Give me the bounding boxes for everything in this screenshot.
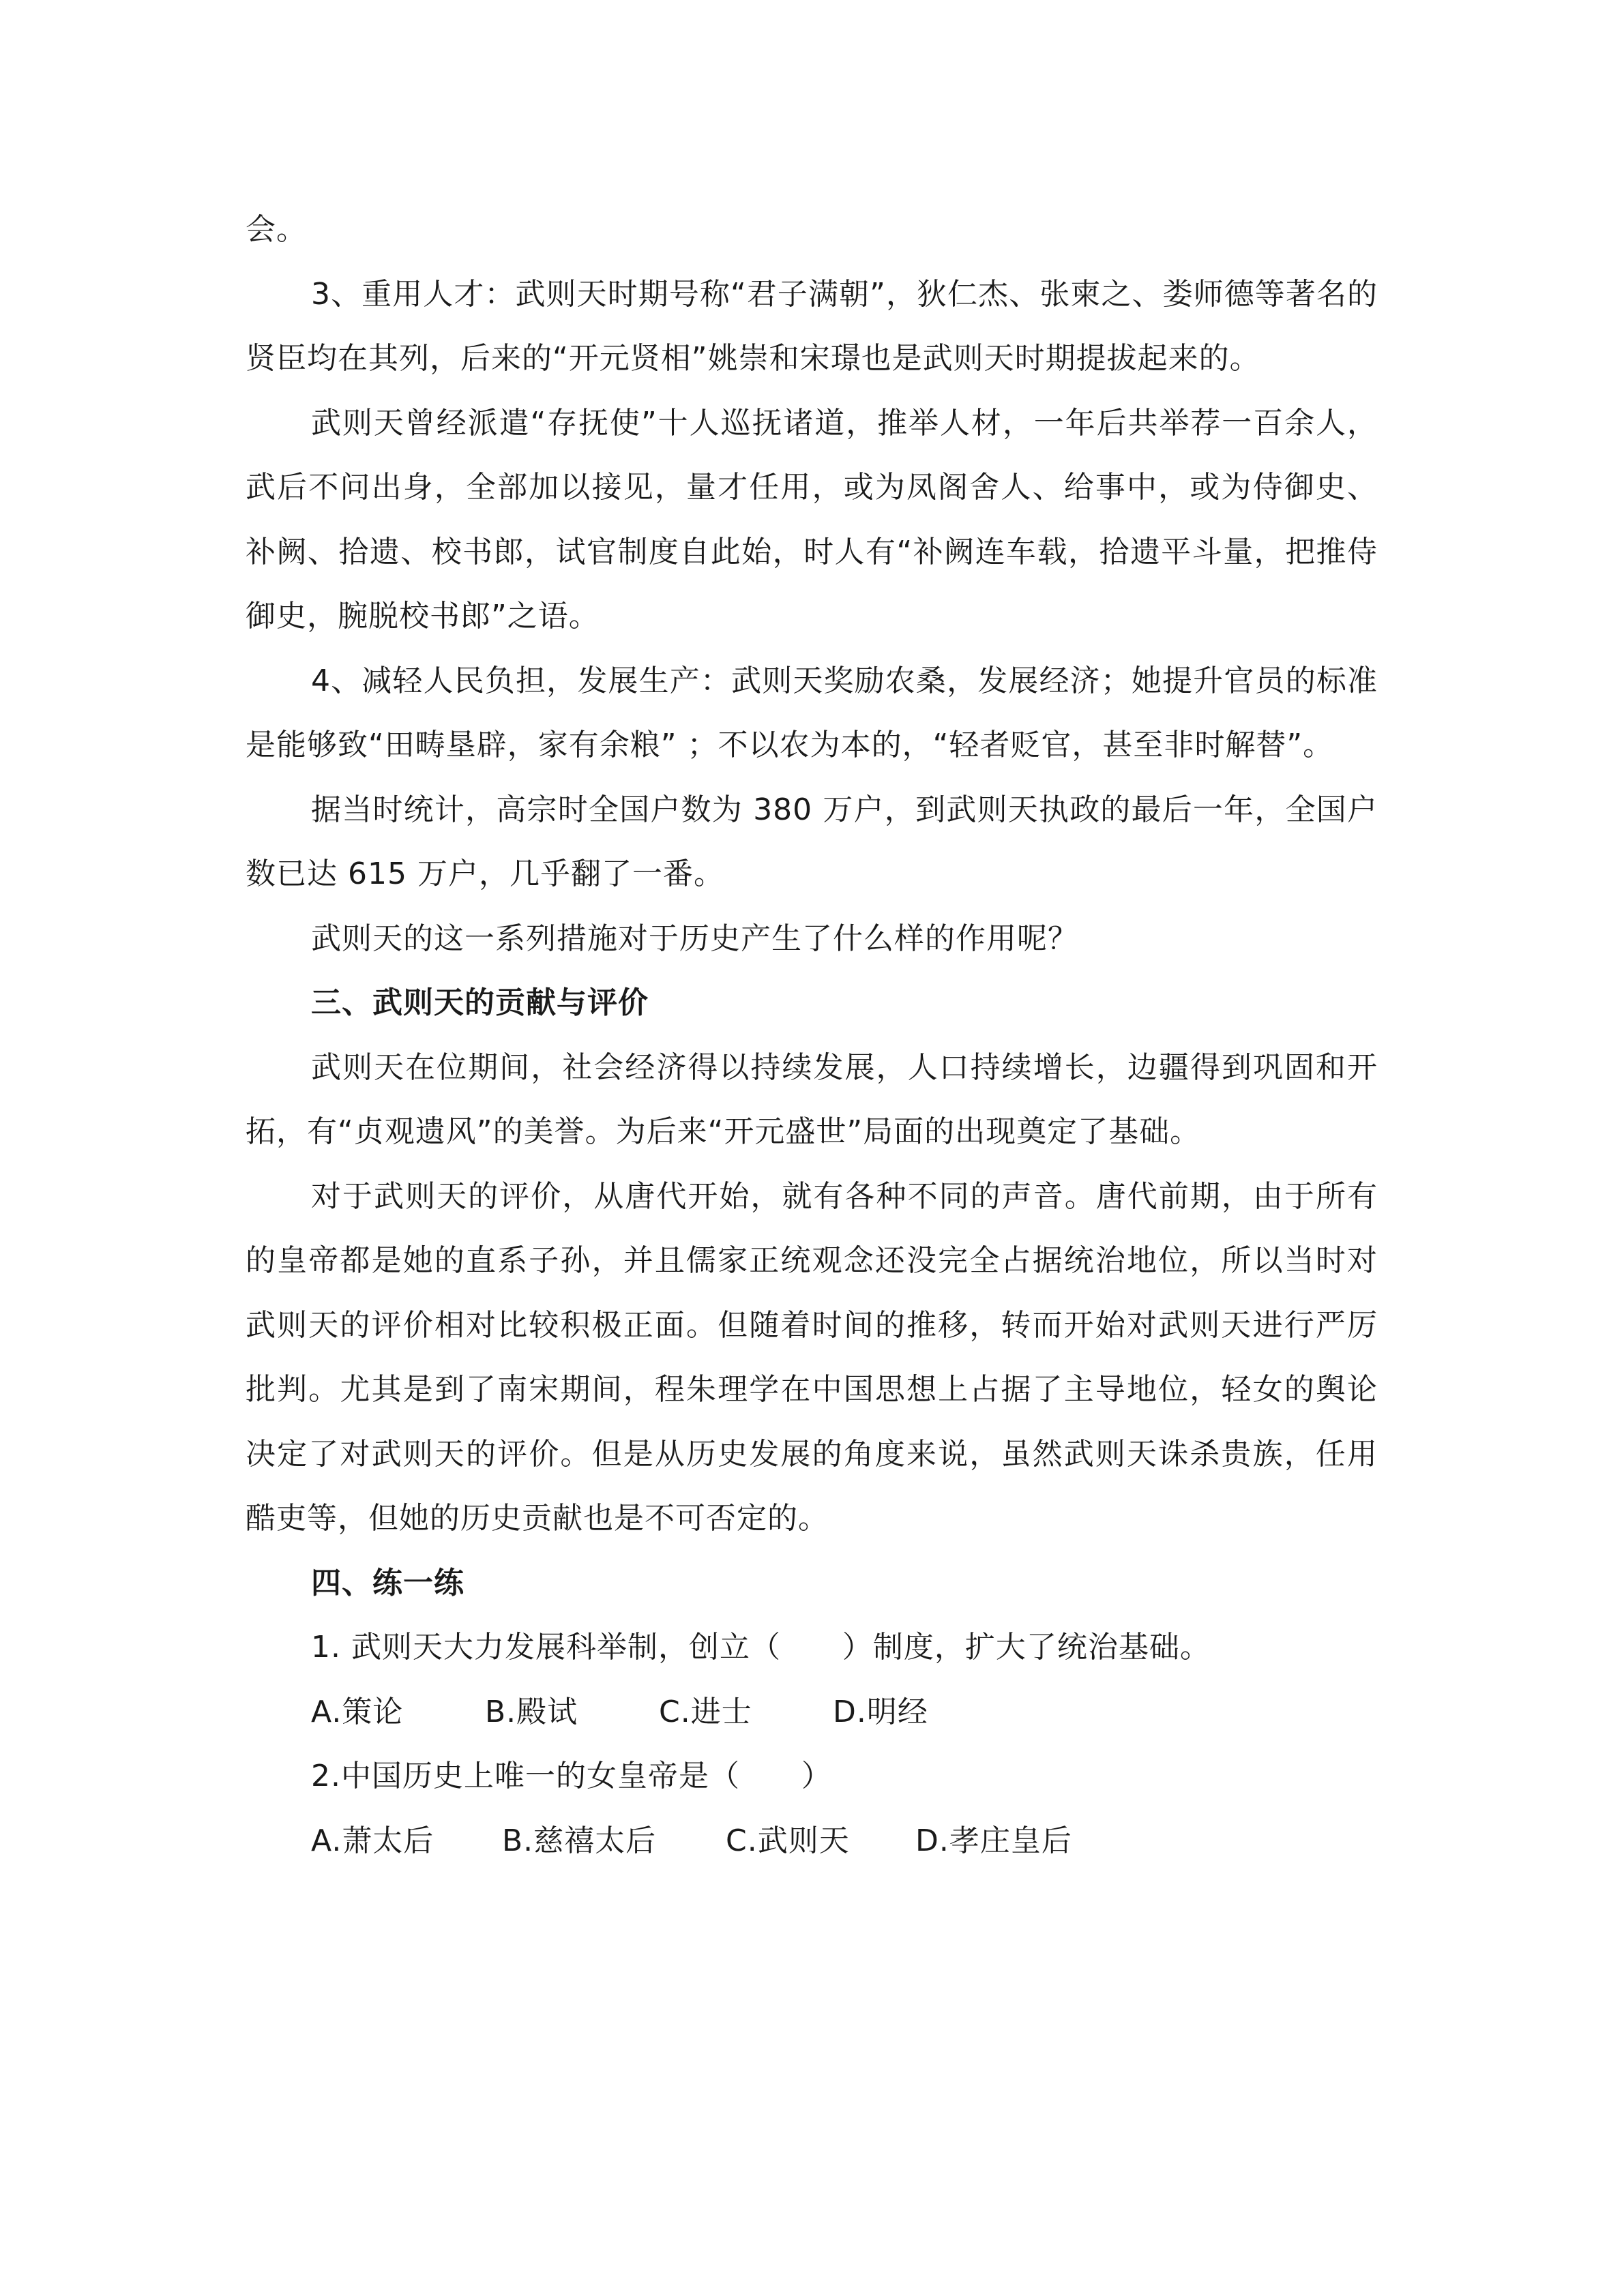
option-b: B.慈禧太后 bbox=[502, 1823, 657, 1858]
paragraph-statistics: 据当时统计，高宗时全国户数为 380 万户，到武则天执政的最后一年，全国户数已达 615 万户，几乎翻了一番。 bbox=[246, 792, 1378, 891]
question-1: 1. 武则天大力发展科举制，创立（ ）制度，扩大了统治基础。 bbox=[311, 1630, 1211, 1665]
option-c: C.武则天 bbox=[726, 1823, 850, 1858]
option-c: C.进士 bbox=[659, 1694, 752, 1729]
question-1-options bbox=[246, 1680, 1378, 1745]
paragraph-question: 武则天的这一系列措施对于历史产生了什么样的作用呢？ bbox=[311, 921, 1078, 956]
option-d: D.孝庄皇后 bbox=[915, 1823, 1072, 1858]
paragraph-envoys: 武则天曾经派遣“存抚使”十人巡抚诸道，推举人材，一年后共举荐一百余人，武后不问出身，全部加以接见，量才任用，或为凤阁舍人、给事中，或为侍御史、补阙、拾遗、校书郎，试官制度自此始，时人有“补阙连车载，拾遗平斗量，把推侍御史，腕脱校书郎”之语。 bbox=[246, 405, 1378, 633]
option-a: A.策论 bbox=[311, 1694, 404, 1729]
question-2-options bbox=[246, 1809, 1378, 1874]
paragraph-talent: 3、重用人才：武则天时期号称“君子满朝”，狄仁杰、张柬之、娄师德等著名的贤臣均在其列，后来的“开元贤相”姚崇和宋璟也是武则天时期提拔起来的。 bbox=[246, 276, 1378, 376]
continuation-text: 会。 bbox=[246, 212, 307, 247]
paragraph-contribution: 武则天在位期间，社会经济得以持续发展，人口持续增长，边疆得到巩固和开拓，有“贞观遗风”的美誉。为后来“开元盛世”局面的出现奠定了基础。 bbox=[246, 1049, 1378, 1149]
section-heading-practice: 四、练一练 bbox=[311, 1565, 464, 1600]
option-b: B.殿试 bbox=[485, 1694, 578, 1729]
paragraph-evaluation: 对于武则天的评价，从唐代开始，就有各种不同的声音。唐代前期，由于所有的皇帝都是她的直系子孙，并且儒家正统观念还没完全占据统治地位，所以当时对武则天的评价相对比较积极正面。但随着时间的推移，转而开始对武则天进行严厉批判。尤其是到了南宋期间，程朱理学在中国思想上占据了主导地位，轻女的舆论决定了对武则天的评价。但是从历史发展的角度来说，虽然武则天诛杀贵族，任用酷吏等，但她的历史贡献也是不可否定的。 bbox=[246, 1178, 1378, 1536]
section-heading-contribution: 三、武则天的贡献与评价 bbox=[311, 985, 649, 1020]
document-body bbox=[246, 198, 1378, 1873]
question-2: 2.中国历史上唯一的女皇帝是（ ） bbox=[311, 1759, 832, 1793]
option-d: D.明经 bbox=[833, 1694, 928, 1729]
paragraph-burden: 4、减轻人民负担，发展生产：武则天奖励农桑，发展经济；她提升官员的标准是能够致“田畴垦辟，家有余粮” ；不以农为本的，“轻者贬官，甚至非时解替”。 bbox=[246, 663, 1378, 762]
option-a: A.萧太后 bbox=[311, 1823, 434, 1858]
